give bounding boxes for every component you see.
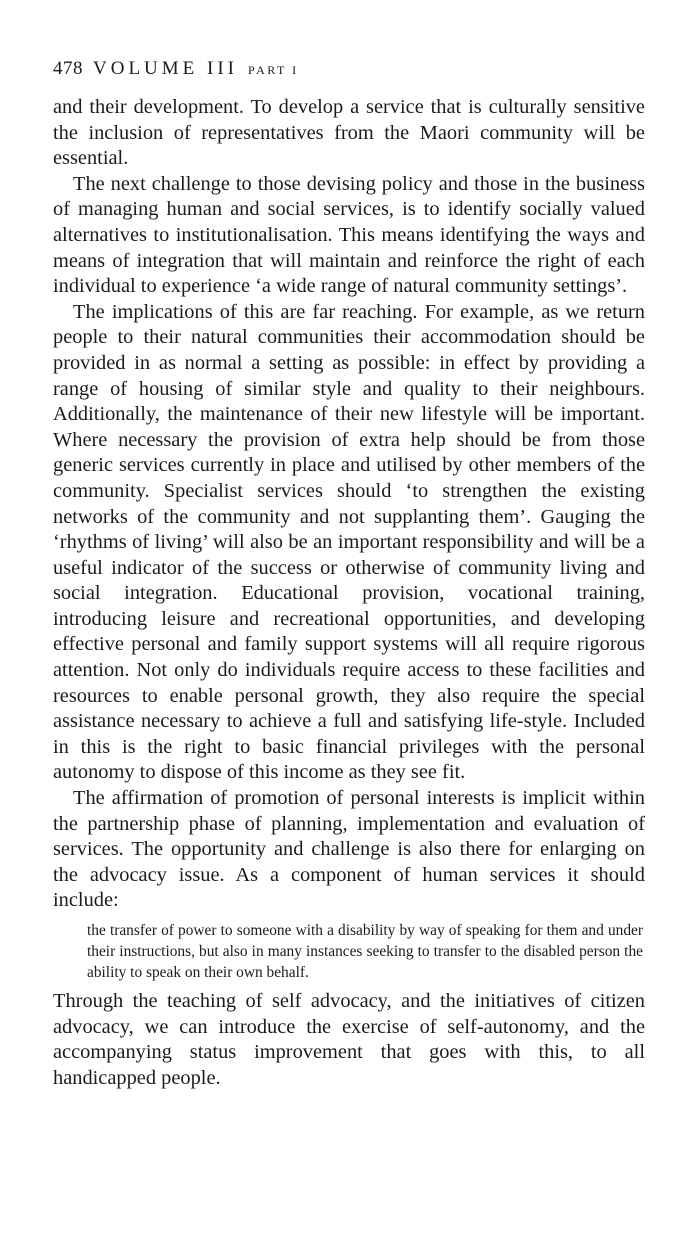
block-quote: the transfer of power to someone with a disability by way of speaking for them and under their instructions, but also in many instances seeking to transfer to the disabled person the ability to speak on their own behalf.: [87, 922, 643, 981]
body-text: [53, 95, 645, 1091]
volume-title: VOLUME III: [93, 58, 239, 79]
paragraph-2: The next challenge to those devising policy and those in the business of managing human and social services, is to identify socially valued alternatives to institutionalisation. This means identifying the ways and means of integration that will maintain and reinforce the right of each individual to experience ‘a wide range of natural community settings’.: [53, 172, 645, 298]
paragraph-3: The implications of this are far reaching. For example, as we return people to their natural communities their accommodation should be provided in as normal a setting as possible: in effect by providing a range of housing of similar style and quality to their neighbours. Additionally, the maintenance of their new lifestyle will be important. Where necessary the provision of extra help should be from those generic services currently in place and utilised by other members of the community. Specialist services should ‘to strengthen the existing networks of the community and not supplanting them’. Gauging the ‘rhythms of living’ will also be an important responsibility and will be a useful indicator of the success or otherwise of community living and social integration. Educational provision, vocational training, introducing leisure and recreational opportunities, and developing effective personal and family support systems will all require rigorous attention. Not only do individuals require access to these facilities and resources to enable personal growth, they also require the special assistance necessary to achieve a full and satisfying life-style. Included in this is the right to basic financial privileges with the personal autonomy to dispose of this income as they see fit.: [53, 300, 645, 784]
paragraph-1: and their development. To develop a service that is culturally sensitive the inclusion of representatives from the Maori community will be essential.: [53, 96, 645, 170]
paragraph-4: The affirmation of promotion of personal interests is implicit within the partnership phase of planning, implementation and evaluation of services. The opportunity and challenge is also there for enlarging on the advocacy issue. As a component of human services it should include:: [53, 787, 645, 912]
running-head: [53, 57, 645, 81]
book-page: [53, 57, 645, 1091]
closing-paragraph: Through the teaching of self advocacy, and the initiatives of citizen advocacy, we can introduce the exercise of self-autonomy, and the accompanying status improvement that goes with this, to all handicapped people.: [53, 990, 645, 1089]
part-label: PART I: [248, 63, 299, 77]
page-number: 478: [53, 58, 83, 79]
